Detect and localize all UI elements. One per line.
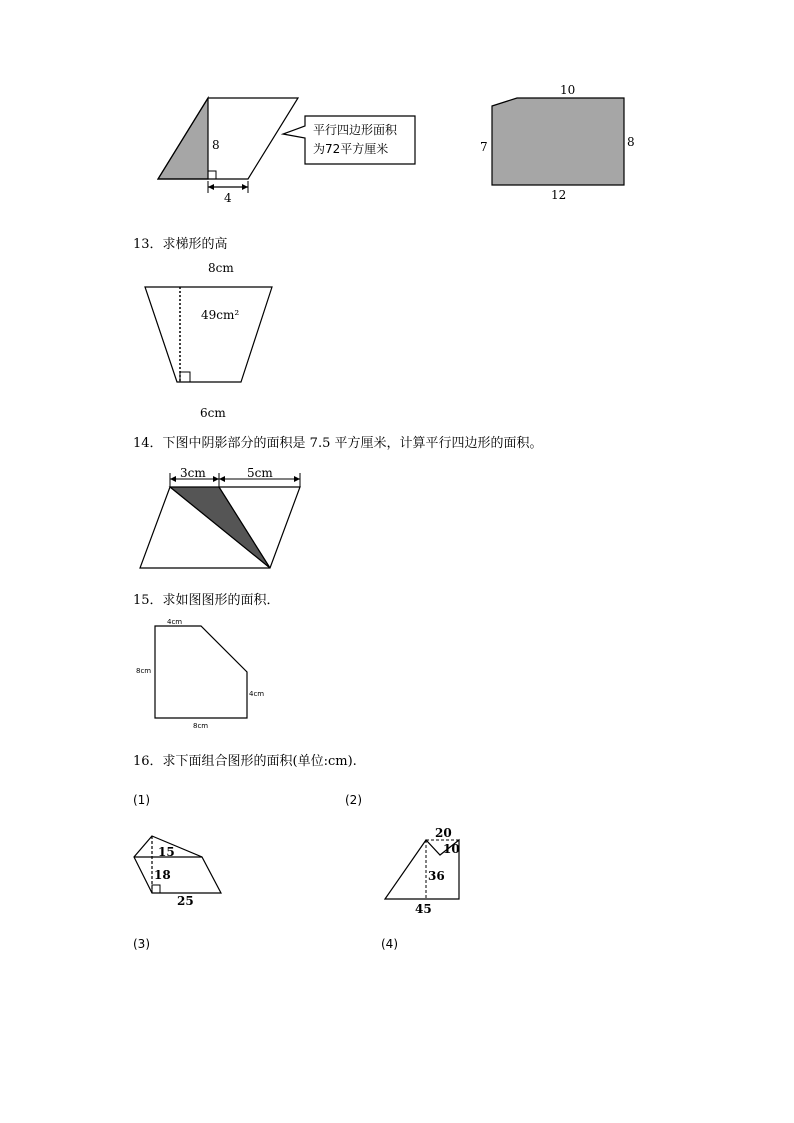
sub-label-2: (2) [345,793,362,807]
label-36: 36 [428,869,445,883]
seg2-label: 5cm [247,466,273,480]
sub-label-3: (3) [133,937,150,951]
callout-line2: 为72平方厘米 [313,142,389,156]
question-15: 15．求如图图形的面积． [133,593,280,608]
label-20: 20 [435,826,452,840]
label-10: 10 [443,842,460,856]
label-45: 45 [415,902,432,916]
sub-label-4: (4) [381,937,398,951]
question-14: 14．下图中阴影部分的面积是 7.5 平方厘米，计算平行四边形的面积。 [133,436,543,451]
right-label: 4cm [249,690,265,698]
top-label: 4cm [167,618,183,626]
right-label: 8 [627,135,635,149]
label-18: 18 [154,868,171,882]
label-15: 15 [158,845,175,859]
left-label: 7 [480,140,488,154]
question-16: 16．求下面组合图形的面积(单位:cm). [133,754,357,769]
height-label: 8 [212,138,220,152]
base-label: 4 [224,191,232,205]
sub-label-1: (1) [133,793,150,807]
question-13: 13．求梯形的高 [133,237,228,252]
bottom-base-label: 6cm [200,406,226,420]
callout-line1: 平行四边形面积 [313,123,398,137]
label-25: 25 [177,894,194,908]
left-label: 8cm [136,667,152,675]
bottom-label: 12 [551,188,567,202]
top-base-label: 8cm [208,261,234,275]
bottom-label: 8cm [193,722,209,730]
area-label: 49cm² [201,308,240,322]
top-label: 10 [560,83,576,97]
seg1-label: 3cm [180,466,206,480]
